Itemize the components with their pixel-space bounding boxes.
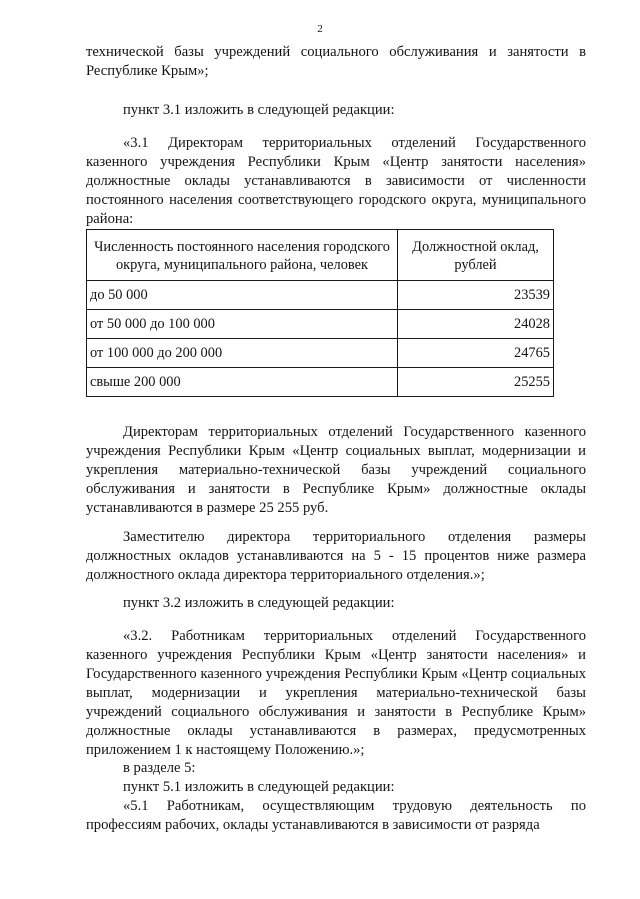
table-row xyxy=(87,281,554,310)
salary-table xyxy=(86,229,554,397)
table-row xyxy=(87,368,554,397)
section-5-block xyxy=(86,759,586,835)
table-cell-salary: 24028 xyxy=(398,310,554,339)
paragraph-item-3-1: «3.1 Директорам территориальных отделений Государственного казенного учреждения Республики Крым «Центр занятости населения» должностные оклады устанавливаются в зависимости от численности постоянного населения соответствующего городского округа, муниципального района: xyxy=(86,135,586,227)
paragraph-section-5-intro: в разделе 5: xyxy=(123,760,196,776)
paragraph-directors-salary: Директорам территориальных отделений Государственного казенного учреждения Республики Крым «Центр социальных выплат, модернизации и укрепления материально-технической базы учреждений социального обслуживания и занятости в Республике Крым» должностные оклады устанавливаются в размере 25 255 руб. xyxy=(86,424,586,516)
table-cell-salary: 25255 xyxy=(398,368,554,397)
table-header-population: Численность постоянного населения городского округа, муниципального района, человек xyxy=(87,230,398,281)
table-row xyxy=(87,339,554,368)
paragraph-item-5-1: «5.1 Работникам, осуществляющим трудовую деятельность по профессиям рабочих, оклады устанавливаются в зависимости от разряда xyxy=(86,798,586,833)
paragraph-item-3-2-intro: пункт 3.2 изложить в следующей редакции: xyxy=(123,595,395,611)
paragraph-continuation: технической базы учреждений социального обслуживания и занятости в Республике Крым»; xyxy=(86,44,586,79)
table-header-salary: Должностной оклад, рублей xyxy=(398,230,554,281)
table-cell-salary: 24765 xyxy=(398,339,554,368)
table-cell-range: свыше 200 000 xyxy=(87,368,398,397)
table-cell-range: от 100 000 до 200 000 xyxy=(87,339,398,368)
table-header-row xyxy=(87,230,554,281)
table-row xyxy=(87,310,554,339)
table-cell-range: до 50 000 xyxy=(87,281,398,310)
paragraph-item-3-2: «3.2. Работникам территориальных отделений Государственного казенного учреждения Республики Крым «Центр занятости населения» и Государственного казенного учреждения Республики Крым «Центр социальных выплат, модернизации и укрепления материально-технической базы учреждений социального обслуживания и занятости в Республике Крым» должностные оклады устанавливаются в размерах, предусмотренных приложением 1 к настоящему Положению.»; xyxy=(86,628,586,758)
paragraph-item-5-1-intro: пункт 5.1 изложить в следующей редакции: xyxy=(123,779,395,795)
paragraph-deputy-salary: Заместителю директора территориального отделения размеры должностных окладов устанавливаются на 5 - 15 процентов ниже размера должностного оклада директора территориального отделения.»; xyxy=(86,529,586,583)
table-cell-salary: 23539 xyxy=(398,281,554,310)
paragraph-item-3-1-intro: пункт 3.1 изложить в следующей редакции: xyxy=(123,102,395,118)
table-cell-range: от 50 000 до 100 000 xyxy=(87,310,398,339)
page-number: 2 xyxy=(317,23,323,35)
